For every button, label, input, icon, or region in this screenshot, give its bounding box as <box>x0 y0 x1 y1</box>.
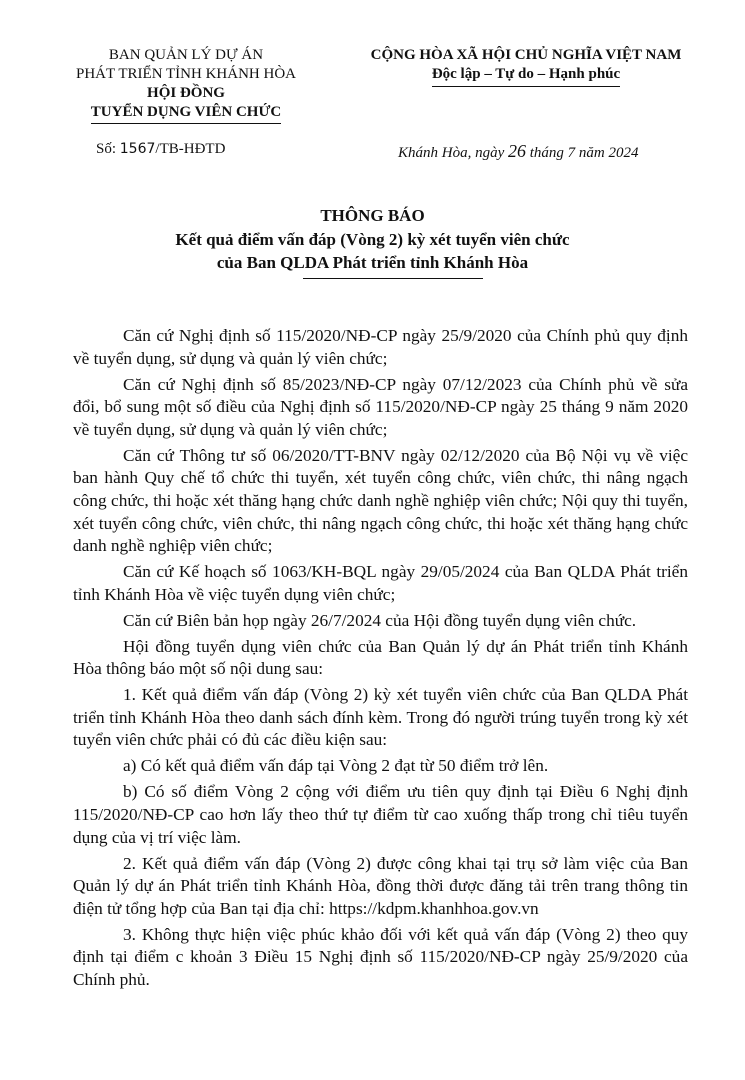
title-underline <box>303 278 483 279</box>
paragraph: Hội đồng tuyển dụng viên chức của Ban Quản lý dự án Phát triển tỉnh Khánh Hòa thông báo một số nội dung sau: <box>73 636 688 679</box>
date-day: 26 <box>508 141 526 161</box>
document-subtitle-1: Kết quả điểm vấn đáp (Vòng 2) kỳ xét tuyển viên chức <box>175 230 570 249</box>
paragraph: 1. Kết quả điểm vấn đáp (Vòng 2) kỳ xét tuyển viên chức của Ban QLDA Phát triển tỉnh Khánh Hòa theo danh sách đính kèm. Trong đó người trúng tuyển trong kỳ xét tuyển viên chức phải có đủ các điều kiện sau: <box>73 685 688 750</box>
paragraph: Căn cứ Kế hoạch số 1063/KH-BQL ngày 29/05/2024 của Ban QLDA Phát triển tỉnh Khánh Hòa về việc tuyển dụng viên chức; <box>73 562 688 604</box>
paragraph: Căn cứ Thông tư số 06/2020/TT-BNV ngày 02/12/2020 của Bộ Nội vụ về việc ban hành Quy chế tổ chức thi tuyển, xét tuyển công chức, viên chức, thi nâng ngạch công chức, thi hoặc xét thăng hạng chức danh nghề nghiệp viên chức; Nội quy thi tuyển, xét tuyển công chức, viên chức, thi nâng ngạch công chức, thi hoặc xét thăng hạng chức danh nghề nghiệp viên chức; <box>73 445 688 556</box>
document-body <box>73 325 688 995</box>
national-title: CỘNG HÒA XÃ HỘI CHỦ NGHĨA VIỆT NAM <box>370 47 682 63</box>
doc-number-value: 1567 <box>119 141 156 157</box>
paragraph: 3. Không thực hiện việc phúc khảo đối với kết quả vấn đáp (Vòng 2) theo quy định tại điểm c khoản 3 Điều 15 Nghị định số 115/2020/NĐ-CP ngày 25/9/2020 của Chính phủ. <box>73 924 688 989</box>
issuer-line-4: TUYỂN DỤNG VIÊN CHỨC <box>91 103 281 124</box>
paragraph: Căn cứ Biên bản họp ngày 26/7/2024 của Hội đồng tuyển dụng viên chức. <box>123 610 637 630</box>
document-title: THÔNG BÁO <box>320 206 425 225</box>
issuer-line-3: HỘI ĐỒNG <box>147 85 225 101</box>
paragraph: a) Có kết quả điểm vấn đáp tại Vòng 2 đạt từ 50 điểm trở lên. <box>123 756 549 776</box>
national-header <box>336 46 716 87</box>
document-date <box>398 141 639 162</box>
doc-number-suffix: /TB-HĐTD <box>155 141 226 157</box>
doc-number-prefix: Số: <box>96 141 117 157</box>
paragraph: b) Có số điểm Vòng 2 cộng với điểm ưu tiên quy định tại Điều 6 Nghị định 115/2020/NĐ-CP cao hơn lấy theo thứ tự điểm từ cao xuống thấp trong chỉ tiêu tuyển dụng của vị trí việc làm. <box>73 782 688 847</box>
paragraph: 2. Kết quả điểm vấn đáp (Vòng 2) được công khai tại trụ sở làm việc của Ban Quản lý dự án Phát triển tỉnh Khánh Hòa, đồng thời được đăng tải trên trang thông tin điện tử tổng hợp của Ban tại địa chỉ: https://kdpm.khanhhoa.gov.vn <box>73 853 688 918</box>
national-motto: Độc lập – Tự do – Hạnh phúc <box>432 65 620 87</box>
document-number <box>96 141 225 158</box>
issuer-line-2: PHÁT TRIỂN TỈNH KHÁNH HÒA <box>76 66 296 82</box>
date-suffix: tháng 7 năm 2024 <box>529 145 639 161</box>
paragraph: Căn cứ Nghị định số 115/2020/NĐ-CP ngày 25/9/2020 của Chính phủ quy định về tuyển dụng, sử dụng và quản lý viên chức; <box>73 326 688 368</box>
issuer-block <box>62 46 310 124</box>
issuer-line-1: BAN QUẢN LÝ DỰ ÁN <box>108 47 264 63</box>
date-prefix: Khánh Hòa, ngày <box>398 145 505 161</box>
document-subtitle-2: của Ban QLDA Phát triển tỉnh Khánh Hòa <box>216 253 529 272</box>
paragraph: Căn cứ Nghị định số 85/2023/NĐ-CP ngày 07/12/2023 của Chính phủ về sửa đổi, bổ sung một số điều của Nghị định số 115/2020/NĐ-CP ngày 25 tháng 9 năm 2020 về tuyển dụng, sử dụng và quản lý viên chức; <box>73 374 688 439</box>
